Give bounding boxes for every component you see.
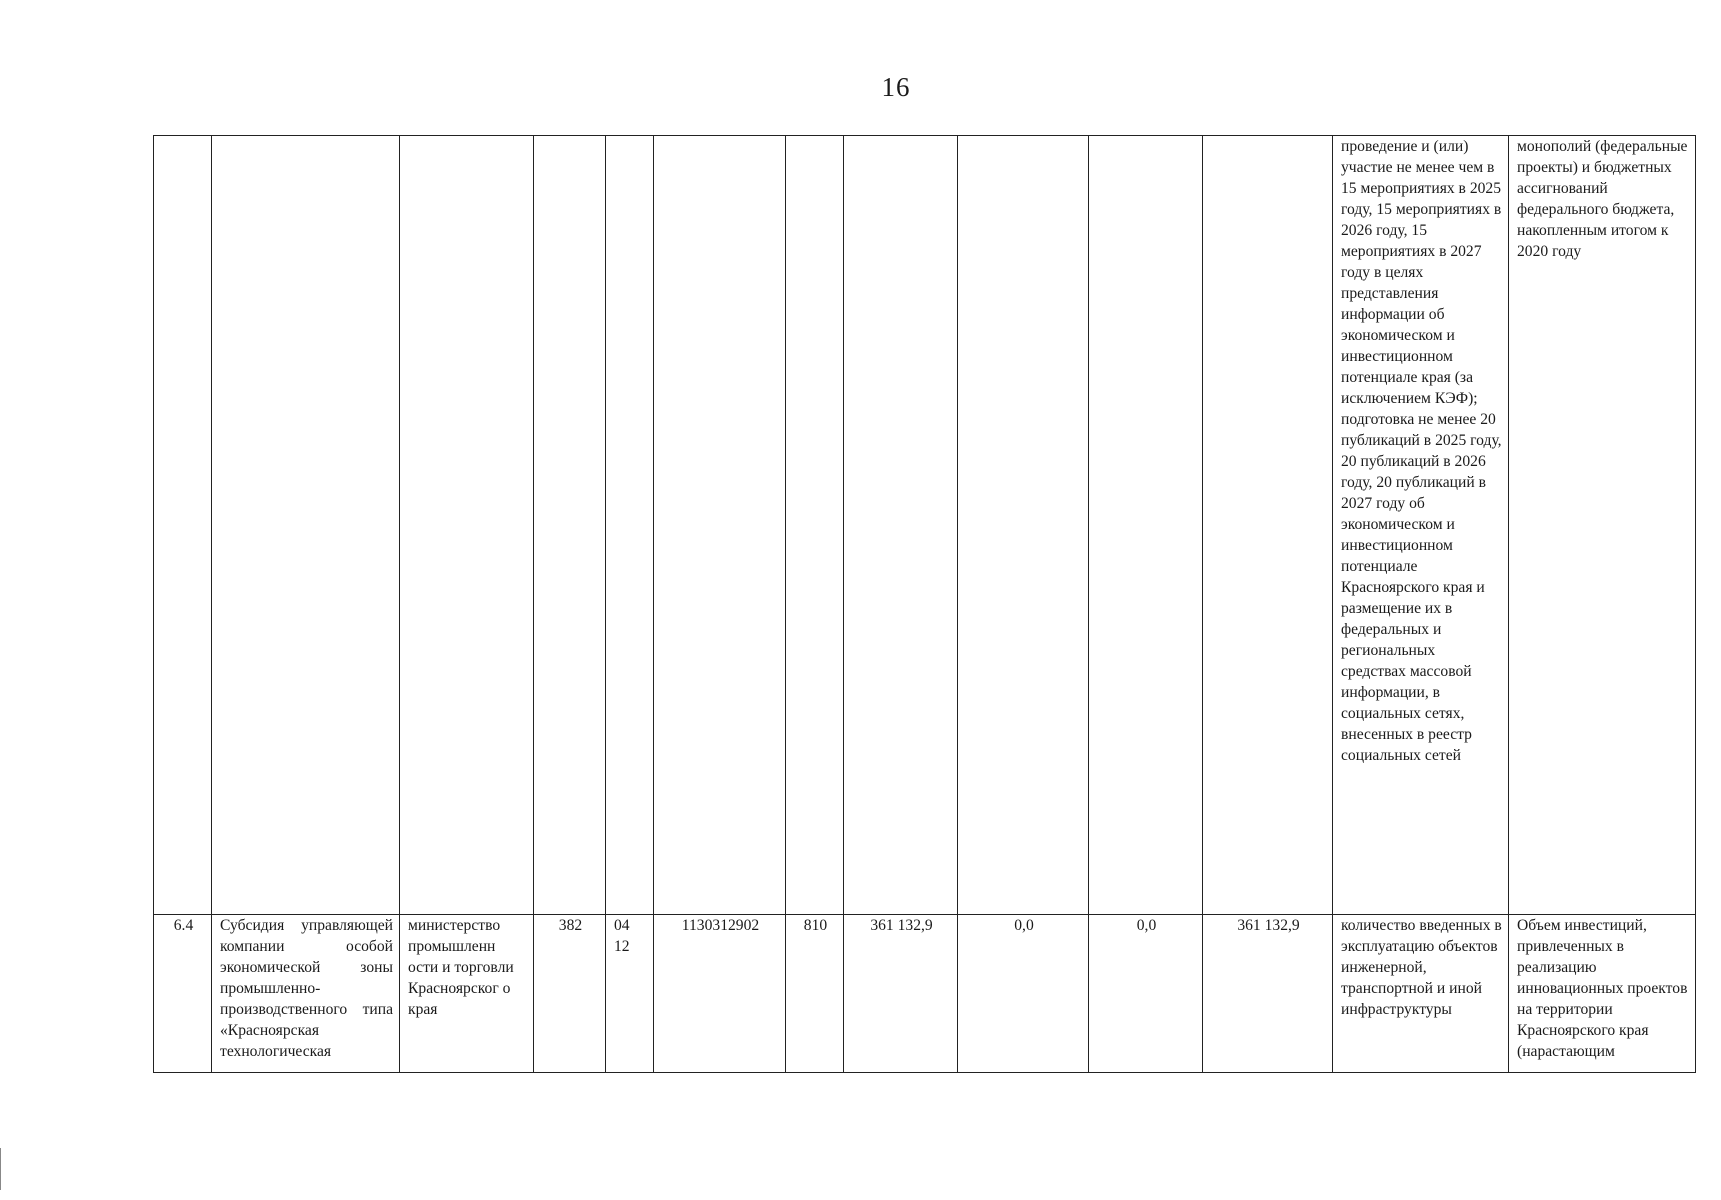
scan-margin-mark xyxy=(0,1148,3,1190)
cell-grbs xyxy=(534,136,606,915)
cell-executor xyxy=(400,136,534,915)
cell-name xyxy=(212,136,400,915)
cell-rzpr: 04 12 xyxy=(606,915,654,1073)
cell-indicator: Объем инвестиций, привлеченных в реализацию инновационных проектов на территории Красноярского края (нарастающим xyxy=(1509,915,1696,1073)
cell-num xyxy=(154,136,212,915)
cell-result: количество введенных в эксплуатацию объектов инженерной, транспортной и иной инфраструктуры xyxy=(1333,915,1509,1073)
cell-2025: 361 132,9 xyxy=(844,915,958,1073)
cell-grbs: 382 xyxy=(534,915,606,1073)
cell-num: 6.4 xyxy=(154,915,212,1073)
cell-2025 xyxy=(844,136,958,915)
cell-csr xyxy=(654,136,786,915)
cell-2026 xyxy=(958,136,1089,915)
cell-indicator: монополий (федеральные проекты) и бюджетных ассигнований федерального бюджета, накопленным итогом к 2020 году xyxy=(1509,136,1696,915)
cell-name: Субсидия управляющей компании особой экономической зоны промышленно-производственного типа «Красноярская технологическая xyxy=(212,915,400,1073)
cell-executor: министерство промышленн ости и торговли Красноярског о края xyxy=(400,915,534,1073)
program-measures-table xyxy=(153,135,1696,1073)
table-row xyxy=(154,915,1696,1073)
table-row xyxy=(154,136,1696,915)
cell-total xyxy=(1203,136,1333,915)
cell-2027 xyxy=(1089,136,1203,915)
cell-vr: 810 xyxy=(786,915,844,1073)
cell-total: 361 132,9 xyxy=(1203,915,1333,1073)
cell-rzpr xyxy=(606,136,654,915)
cell-2026: 0,0 xyxy=(958,915,1089,1073)
cell-vr xyxy=(786,136,844,915)
cell-csr: 1130312902 xyxy=(654,915,786,1073)
cell-2027: 0,0 xyxy=(1089,915,1203,1073)
page-number: 16 xyxy=(881,72,911,102)
cell-result: проведение и (или) участие не менее чем в 15 мероприятиях в 2025 году, 15 мероприятиях в 2026 году, 15 мероприятиях в 2027 году в целях представления информации об экономическом и инвестиционном потенциале края (за исключением КЭФ); подготовка не менее 20 публикаций в 2025 году, 20 публикаций в 2026 году, 20 публикаций в 2027 году об экономическом и инвестиционном потенциале Красноярского края и размещение их в федеральных и региональных средствах массовой информации, в социальных сетях, внесенных в реестр социальных сетей xyxy=(1333,136,1509,915)
